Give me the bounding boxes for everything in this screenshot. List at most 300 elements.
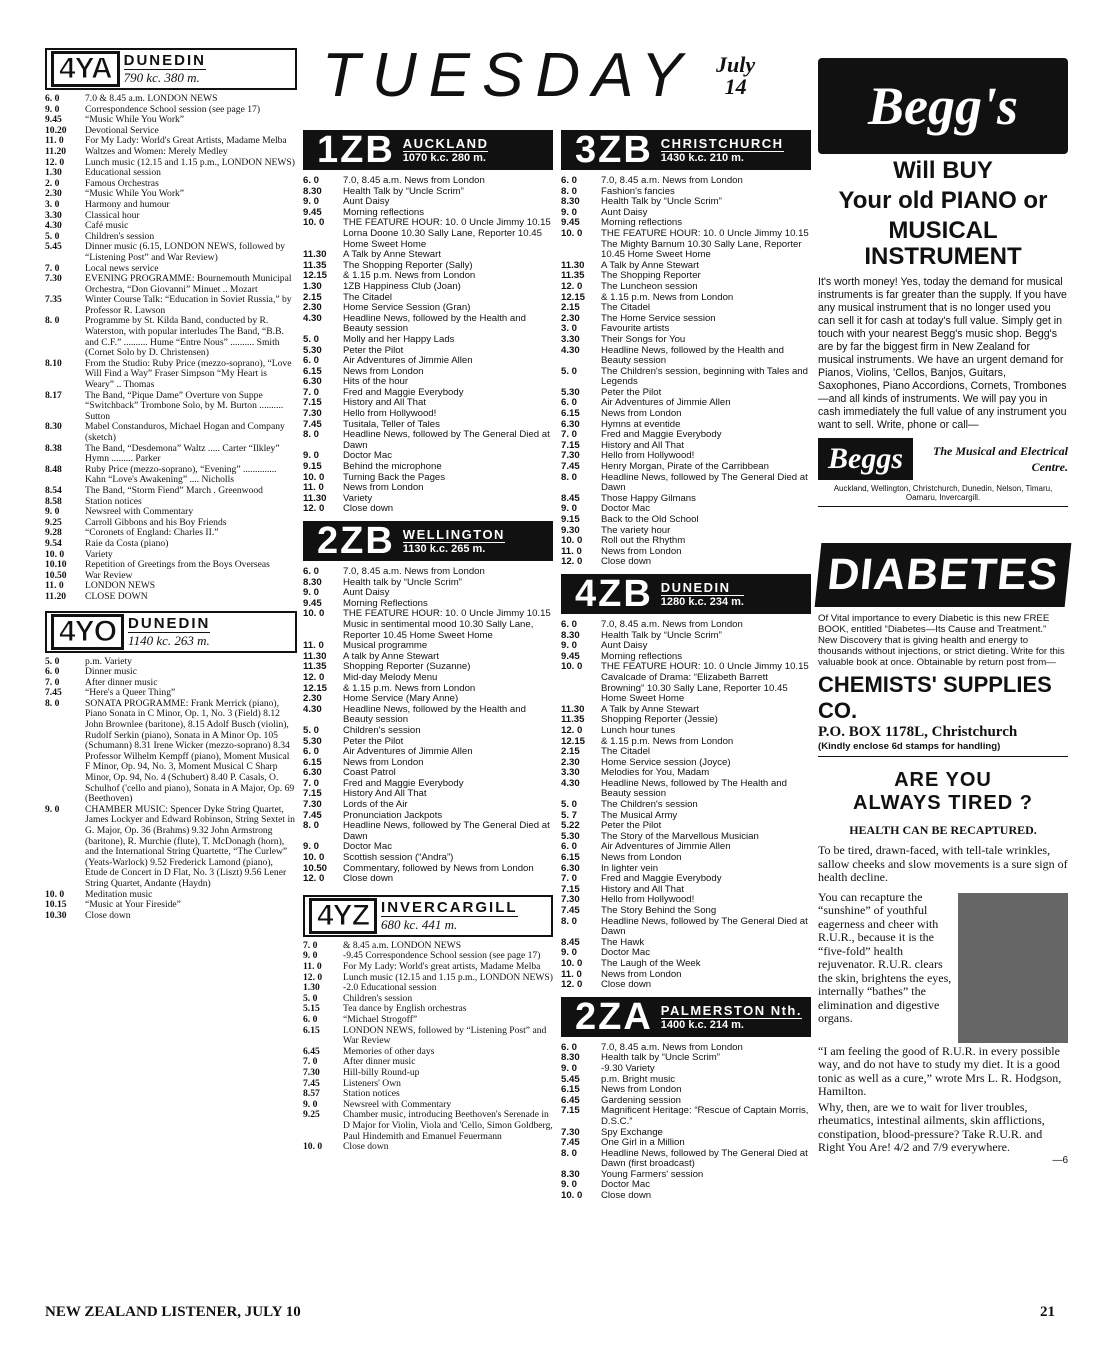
- entry-time: 10. 0: [303, 1141, 323, 1153]
- entry-title: Lunch music (12.15 and 1.15 p.m., LONDON NEWS): [343, 971, 553, 983]
- entry-time: 9. 0: [303, 587, 320, 599]
- schedule-entry: [303, 588, 553, 599]
- entry-title: Coast Patrol: [343, 767, 396, 779]
- entry-title: The variety hour: [601, 524, 671, 536]
- entry-time: 3. 0: [45, 198, 60, 210]
- schedule-entry: [45, 158, 297, 169]
- schedule-entry: [561, 779, 811, 800]
- entry-time: 12.15: [561, 291, 586, 303]
- schedule-entry: [561, 229, 811, 261]
- entry-title: Aunt Daisy: [601, 640, 648, 652]
- schedule-entry: [561, 197, 811, 208]
- woman-photo: [958, 893, 1068, 1043]
- entry-time: 9. 0: [561, 206, 578, 218]
- entry-time: 11. 0: [561, 545, 582, 557]
- entry-time: 7.15: [303, 788, 322, 800]
- schedule-entry: [45, 465, 297, 486]
- entry-time: 5.15: [303, 1003, 320, 1015]
- entry-time: 9.45: [303, 206, 322, 218]
- entry-title: History and All That: [601, 883, 685, 895]
- schedule-entry: [303, 1110, 553, 1142]
- entry-title: Health talk by “Uncle Scrim”: [601, 1052, 720, 1064]
- entry-title: War Review: [85, 569, 133, 581]
- entry-title: Dinner music: [85, 666, 137, 678]
- entry-time: 7.45: [303, 1077, 320, 1089]
- entry-title: Shopping Reporter (Suzanne): [343, 661, 471, 673]
- entry-title: Listeners' Own: [343, 1077, 401, 1089]
- entry-title: p.m. Bright music: [601, 1073, 676, 1085]
- entry-time: 4.30: [561, 344, 580, 356]
- entry-time: 8. 0: [561, 1147, 578, 1159]
- entry-title: Classical hour: [85, 209, 140, 221]
- entry-title: Health Talk by “Uncle Scrim”: [601, 196, 722, 208]
- entry-time: 7.45: [303, 418, 322, 430]
- entry-time: 10. 0: [561, 661, 583, 673]
- station-city: PALMERSTON Nth.: [660, 1002, 802, 1018]
- entry-time: 11. 0: [561, 968, 582, 980]
- entry-time: 11.30: [303, 492, 327, 504]
- chemists-supplies: CHEMISTS' SUPPLIES CO.: [818, 672, 1052, 723]
- entry-title: Headline News, followed by the Health and Beauty session: [601, 344, 784, 367]
- entry-time: 4.30: [561, 777, 580, 789]
- station-banner-3zb: [561, 130, 811, 170]
- entry-time: 10. 0: [303, 217, 325, 229]
- entry-time: 12. 0: [561, 724, 583, 736]
- entry-time: 11.20: [45, 145, 67, 157]
- entry-time: 5. 0: [45, 655, 60, 667]
- entry-time: 5.30: [303, 735, 322, 747]
- entry-time: 5.22: [561, 820, 580, 832]
- entry-title: -9.45 Correspondence School session (see page 17): [343, 950, 541, 962]
- entry-title: A Talk by Anne Stewart: [601, 259, 699, 271]
- entry-title: Pronunciation Jackpots: [343, 809, 443, 821]
- entry-title: Doctor Mac: [601, 947, 651, 959]
- station-freq: 1140 kc. 263 m.: [128, 632, 210, 648]
- entry-time: 11. 0: [45, 135, 64, 147]
- schedule-entry: [561, 526, 811, 537]
- entry-time: 9. 0: [303, 841, 320, 853]
- entry-time: 6.30: [303, 376, 322, 388]
- rur-p2: You can recapture the “sunshine” of youthful eagerness and cheer with R.U.R., because it is the “five-fold” health rejuvenator. R.U.R. clears the skin, brightens the eyes, internally “bathes” the elimination and digestive organs.: [818, 889, 952, 1025]
- entry-time: 9. 0: [303, 950, 318, 962]
- entry-title: Peter the Pilot: [343, 735, 404, 747]
- schedule-entry: [561, 409, 811, 420]
- entry-time: 10. 0: [561, 227, 583, 239]
- schedule-entry: [561, 346, 811, 367]
- station-city: DUNEDIN: [661, 580, 744, 596]
- entry-title: A Talk by Anne Stewart: [601, 703, 699, 715]
- entry-title: Educational session: [85, 167, 161, 179]
- schedule-entry: [45, 571, 297, 582]
- schedule-entry: [303, 758, 553, 769]
- entry-time: 2. 0: [45, 177, 60, 189]
- entry-time: 5. 7: [561, 809, 578, 821]
- entry-time: 1.30: [303, 982, 320, 994]
- entry-time: 8.54: [45, 484, 62, 496]
- entry-time: 7. 0: [561, 429, 578, 441]
- divider: [818, 756, 1068, 757]
- entry-title: Health Talk by “Uncle Scrim”: [601, 629, 722, 641]
- entry-title: Children's session: [85, 230, 155, 242]
- entry-time: 7.30: [561, 894, 580, 906]
- entry-title: EVENING PROGRAMME: Bournemouth Municipal Orchestra, “Don Giovanni” Minuet .. Mozart: [85, 273, 292, 295]
- entry-time: 8.45: [561, 936, 580, 948]
- entry-time: 6.15: [561, 1084, 580, 1096]
- entry-time: 7.30: [303, 799, 322, 811]
- date-number: 14: [724, 74, 747, 99]
- entry-title: Memories of other days: [343, 1045, 435, 1057]
- schedule-entry: [561, 1085, 811, 1096]
- entry-title: Commentary, followed by News from London: [343, 862, 534, 874]
- entry-time: 11.35: [561, 714, 585, 726]
- entry-time: 7.30: [561, 450, 580, 462]
- beggs-will-buy: Will BUY: [893, 157, 993, 184]
- schedule-1zb: [303, 176, 553, 515]
- station-city: DUNEDIN: [123, 52, 206, 69]
- entry-title: Programme by St. Kilda Band, conducted by R. Waterston, with popular interludes The Band, “B.B. and C.F.” .......... Hume “Entre Nous” .......... Smith (Cornet Solo by D. Christensen): [85, 315, 284, 359]
- entry-time: 12. 0: [303, 971, 323, 983]
- entry-title: Their Songs for You: [601, 333, 686, 345]
- schedule-entry: [561, 662, 811, 704]
- entry-time: 9. 0: [561, 947, 578, 959]
- entry-time: 11.30: [303, 249, 327, 261]
- entry-time: 2.30: [561, 312, 580, 324]
- entry-time: 5.30: [303, 344, 322, 356]
- entry-time: 8.30: [303, 576, 322, 588]
- entry-title: Café music: [85, 220, 129, 232]
- entry-title: News from London: [343, 756, 424, 768]
- entry-title: Newsreel with Commentary: [343, 1098, 452, 1110]
- entry-title: Lunch music (12.15 and 1.15 p.m., LONDON NEWS): [85, 156, 295, 168]
- schedule-entry: [303, 356, 553, 367]
- entry-title: Close down: [601, 556, 652, 568]
- entry-time: 5. 0: [303, 992, 318, 1004]
- entry-title: The Shopping Reporter (Sally): [343, 259, 473, 271]
- entry-title: Headline News, followed by The General Died at Dawn: [343, 429, 550, 451]
- entry-time: 6. 0: [45, 666, 60, 678]
- schedule-entry: [303, 779, 553, 790]
- column-1zb: [303, 124, 553, 1153]
- entry-title: Station notices: [343, 1088, 400, 1100]
- entry-title: Molly and her Happy Lads: [343, 333, 455, 345]
- entry-title: Air Adventures of Jimmie Allen: [343, 746, 473, 758]
- schedule-entry: [561, 641, 811, 652]
- entry-title: Fashion's fancies: [601, 185, 675, 197]
- entry-time: 12.15: [303, 682, 328, 694]
- entry-time: 9.15: [561, 514, 580, 525]
- schedule-entry: [303, 1004, 553, 1015]
- entry-time: 4.30: [45, 220, 62, 232]
- entry-time: 11.30: [303, 650, 327, 662]
- entry-time: 7. 0: [303, 939, 318, 951]
- entry-time: 12. 0: [561, 556, 583, 568]
- entry-title: Carroll Gibbons and his Boy Friends: [85, 516, 227, 528]
- entry-time: 8. 0: [561, 185, 578, 197]
- entry-time: 1.30: [45, 167, 62, 179]
- entry-title: Headline News, followed by the Health and Beauty session: [343, 703, 526, 726]
- entry-title: News from London: [343, 365, 424, 377]
- schedule-entry: [561, 726, 811, 737]
- entry-time: 9. 0: [303, 450, 320, 462]
- po-box: P.O. BOX 1178L, Christchurch: [818, 724, 1018, 740]
- rur-p1: To be tired, drawn-faced, with tell-tale wrinkles, sallow cheeks and slow movements is a sure sign of health decline.: [818, 843, 1068, 884]
- beggs-tagline: The Musical and Electrical Centre.: [933, 444, 1068, 474]
- entry-title: CHAMBER MUSIC: Spencer Dyke String Quartet, James Lockyer and Edward Robinson, String Sextet in G. Major, Op. 36 (Brahms) 9.32 John Armstrong (baritone), R. Murchie (flute), T. McDonagh (horn), and the International String Quartette, “The Curlew” (Yeats-Warlock) 9.52 Frederick Lamond (piano), Etude de Concert in D Flat, No. 3 (Liszt) 9.56 Lener String Quartet, Andante (Haydn): [85, 803, 295, 889]
- schedule-entry: [561, 1106, 811, 1127]
- entry-title: After dinner music: [85, 676, 158, 688]
- schedule-entry: [45, 295, 297, 316]
- entry-time: 7. 0: [303, 1056, 318, 1068]
- entry-time: 12. 0: [303, 671, 325, 683]
- entry-title: Dinner music (6.15, LONDON NEWS, followed by “Listening Post” and War Review): [85, 241, 286, 263]
- schedule-entry: [561, 1180, 811, 1191]
- entry-time: 9.25: [303, 1109, 320, 1121]
- entry-title: Harmony and humour: [85, 198, 170, 210]
- station-logo: 4YA: [51, 51, 120, 87]
- schedule-entry: [45, 359, 297, 391]
- entry-time: 1.30: [303, 280, 322, 292]
- entry-time: 7. 0: [561, 873, 578, 885]
- schedule-entry: [45, 94, 297, 105]
- entry-time: 10. 0: [45, 888, 65, 900]
- schedule-entry: [45, 560, 297, 571]
- entry-title: For My Lady: World's great artists, Madame Melba: [343, 961, 541, 972]
- page-number: 21: [1040, 1304, 1055, 1320]
- entry-title: Children's session: [343, 724, 421, 736]
- schedule-entry: [303, 874, 553, 885]
- entry-time: 5.45: [45, 241, 62, 253]
- schedule-entry: [561, 980, 811, 991]
- entry-time: 5. 0: [45, 230, 60, 242]
- entry-title: Aunt Daisy: [343, 587, 390, 599]
- beggs-addresses: Auckland, Wellington, Christchurch, Dunedin, Nelson, Timaru, Oamaru, Invercargill.: [833, 484, 1053, 502]
- entry-time: 9. 0: [561, 1179, 578, 1191]
- entry-title: Morning reflections: [601, 650, 683, 662]
- entry-title: Close down: [601, 1190, 652, 1202]
- footer-left: NEW ZEALAND LISTENER, JULY 10: [45, 1304, 301, 1320]
- entry-time: 11.30: [561, 703, 585, 715]
- entry-title: Turning Back the Pages: [343, 471, 446, 483]
- schedule-entry: [303, 187, 553, 198]
- entry-time: 11. 0: [303, 961, 322, 972]
- entry-time: 12. 0: [303, 503, 325, 515]
- schedule-entry: [303, 789, 553, 800]
- month-text: July: [716, 52, 756, 77]
- schedule-entry: [561, 1053, 811, 1064]
- entry-time: 6.45: [303, 1045, 320, 1057]
- stamp-note: (Kindly enclose 6d stamps for handling): [818, 741, 1001, 752]
- entry-title: Doctor Mac: [343, 841, 393, 853]
- entry-time: 5.30: [561, 830, 580, 842]
- schedule-entry: [303, 1015, 553, 1026]
- entry-time: 10. 0: [45, 548, 65, 560]
- entry-time: 9.25: [45, 516, 62, 528]
- entry-title: Morning Reflections: [343, 597, 428, 609]
- rur-head1: ARE YOU: [894, 769, 992, 791]
- entry-title: LONDON NEWS, followed by “Listening Post” and War Review: [343, 1024, 547, 1047]
- entry-title: THE FEATURE HOUR: 10. 0 Uncle Jimmy 10.15 The Mighty Barnum 10.30 Sally Lane, Reporter 10.45 Home Sweet Home: [601, 227, 809, 261]
- schedule-entry: [561, 430, 811, 441]
- entry-title: From the Studio: Ruby Price (mezzo-soprano), “Love Will Find a Way” Fraser Simpson “My Heart is Weary” .. Thomas: [85, 357, 292, 391]
- entry-title: THE FEATURE HOUR: 10. 0 Uncle Jimmy 10.15 Lorna Doone 10.30 Sally Lane, Reporter 10.45 Home Sweet Home: [343, 217, 551, 250]
- entry-title: Hits of the hour: [343, 376, 409, 388]
- diabetes-body: Of Vital importance to every Diabetic is this new FREE BOOK, entitled “Diabetes—Its Cause and Treatment.” New Discovery that is giving health and energy to thousands without injections, or strict dieting. Write for this valuable book at once. Obtainable by return post from—: [818, 613, 1065, 668]
- schedule-entry: [45, 539, 297, 550]
- station-logo: 2ZA: [575, 995, 653, 1038]
- entry-time: 11.20: [45, 590, 67, 602]
- diabetes-heading: DIABETES: [815, 543, 1072, 607]
- entry-title: Close down: [601, 979, 652, 991]
- entry-title: & 8.45 a.m. LONDON NEWS: [343, 939, 462, 951]
- station-banner-4zb: [561, 574, 811, 614]
- schedule-4yz: [303, 941, 553, 1153]
- entry-time: 7.45: [561, 1137, 580, 1149]
- entry-time: 4.30: [303, 703, 322, 715]
- entry-title: Henry Morgan, Pirate of the Carribbean: [601, 461, 769, 473]
- entry-title: Variety: [343, 492, 373, 504]
- entry-title: Health talk by “Uncle Scrim”: [343, 576, 462, 588]
- entry-time: 12. 0: [45, 156, 65, 168]
- entry-title: 1ZB Happiness Club (Joan): [343, 280, 461, 292]
- schedule-entry: [561, 811, 811, 822]
- entry-time: 7.15: [561, 883, 580, 895]
- entry-title: 7.0, 8.45 a.m. News from London: [601, 1041, 743, 1053]
- entry-time: 5.45: [561, 1073, 580, 1085]
- entry-title: News from London: [601, 408, 682, 420]
- entry-title: 7.0 & 8.45 a.m. LONDON NEWS: [85, 93, 218, 104]
- station-logo: 4YZ: [309, 898, 377, 934]
- entry-time: 6. 0: [303, 1013, 318, 1025]
- entry-title: Gardening session: [601, 1094, 681, 1106]
- schedule-entry: [303, 314, 553, 335]
- entry-title: The Shopping Reporter: [601, 270, 701, 282]
- entry-title: Close down: [85, 909, 131, 921]
- schedule-entry: [303, 1079, 553, 1090]
- entry-time: 10. 0: [561, 1190, 583, 1202]
- station-header-4yz: [303, 895, 553, 937]
- schedule-entry: [303, 1047, 553, 1058]
- schedule-entry: [561, 874, 811, 885]
- schedule-4ya: [45, 94, 297, 603]
- entry-time: 8. 0: [45, 315, 60, 327]
- schedule-entry: [303, 1026, 553, 1047]
- entry-time: 8.48: [45, 463, 62, 475]
- schedule-entry: [45, 168, 297, 179]
- entry-title: CLOSE DOWN: [85, 590, 148, 602]
- entry-title: Air Adventures of Jimmie Allen: [601, 397, 731, 409]
- station-city: INVERCARGILL: [381, 898, 518, 916]
- entry-time: 8.10: [45, 357, 62, 369]
- entry-title: The Band, “Desdemona” Waltz ..... Carter “Ilkley” Hymn ......... Parker: [85, 442, 280, 465]
- schedule-entry: [45, 592, 297, 603]
- entry-title: In lighter vein: [601, 862, 659, 874]
- entry-time: 11.35: [303, 259, 327, 271]
- column-3zb: [561, 124, 811, 1202]
- entry-title: Peter the Pilot: [343, 344, 404, 356]
- entry-time: 3.30: [45, 209, 62, 221]
- entry-title: Repetition of Greetings from the Boys Overseas: [85, 559, 270, 571]
- schedule-entry: [561, 335, 811, 346]
- schedule-entry: [45, 200, 297, 211]
- entry-title: Tea dance by English orchestras: [343, 1003, 467, 1015]
- schedule-entry: [303, 821, 553, 842]
- station-logo: 1ZB: [317, 129, 395, 171]
- entry-title: & 1.15 p.m. News from London: [601, 291, 734, 303]
- schedule-entry: [303, 962, 553, 973]
- entry-time: 6.30: [303, 767, 322, 779]
- schedule-entry: [303, 430, 553, 451]
- entry-title: Young Farmers' session: [601, 1168, 704, 1180]
- entry-time: 8.30: [561, 1168, 580, 1180]
- entry-title: Fred and Maggie Everybody: [343, 777, 464, 789]
- schedule-entry: [561, 367, 811, 388]
- entry-time: 10.30: [45, 909, 67, 921]
- entry-title: “Michael Strogoff”: [343, 1013, 418, 1025]
- schedule-entry: [303, 705, 553, 726]
- entry-time: 6.30: [561, 862, 580, 874]
- entry-time: 8. 0: [561, 915, 578, 927]
- schedule-entry: [303, 282, 553, 293]
- entry-time: 8.17: [45, 389, 62, 401]
- schedule-entry: [561, 536, 811, 547]
- rur-p4: Why, then, are we to wait for liver troubles, rheumatics, intestinal ailments, skin afflictions, constipation, blood-pressure? Take R.U.R. and Right You Are! 4/2 and 7/9 everywhere.: [818, 1099, 1045, 1154]
- entry-title: News from London: [601, 1084, 682, 1096]
- entry-title: Hill-billy Round-up: [343, 1066, 420, 1078]
- entry-title: News from London: [343, 482, 424, 494]
- schedule-entry: [303, 197, 553, 208]
- schedule-entry: [303, 747, 553, 758]
- entry-time: 6. 0: [45, 93, 60, 104]
- schedule-entry: [303, 473, 553, 484]
- entry-title: “Music at Your Fireside”: [85, 899, 181, 911]
- entry-title: Behind the microphone: [343, 461, 442, 473]
- entry-title: Headline News, followed by The General Died at Dawn: [601, 471, 808, 494]
- entry-time: 3.30: [561, 333, 580, 345]
- entry-time: 9.45: [561, 650, 580, 662]
- entry-time: 10.20: [45, 124, 67, 136]
- entry-title: Ruby Price (mezzo-soprano), “Evening” .............. Kahn “Love's Awakening” .... Nicholls: [85, 463, 277, 486]
- schedule-entry: [303, 726, 553, 737]
- entry-title: Headline News, followed by The General Died at Dawn: [343, 820, 550, 842]
- entry-title: For My Lady: World's Great Artists, Madame Melba: [85, 135, 287, 147]
- entry-time: 3.30: [561, 767, 580, 779]
- entry-title: Headline News, followed by The General Died at Dawn (first broadcast): [601, 1147, 808, 1170]
- entry-time: 6.15: [303, 365, 322, 377]
- schedule-2zb: [303, 567, 553, 885]
- schedule-entry: [303, 335, 553, 346]
- schedule-entry: [561, 737, 811, 748]
- schedule-entry: [303, 367, 553, 378]
- entry-title: Peter the Pilot: [601, 820, 662, 832]
- entry-title: Hello from Hollywood!: [601, 450, 695, 462]
- entry-time: 6. 0: [303, 566, 320, 577]
- station-header-4ya: [45, 48, 297, 90]
- entry-title: News from London: [601, 852, 682, 864]
- schedule-entry: [303, 609, 553, 641]
- schedule-entry: [561, 515, 811, 526]
- schedule-entry: [561, 208, 811, 219]
- entry-time: 7.45: [561, 461, 580, 473]
- entry-title: Melodies for You, Madam: [601, 767, 710, 779]
- schedule-entry: [45, 581, 297, 592]
- entry-time: 2.15: [303, 291, 322, 303]
- entry-title: Hello from Hollywood!: [601, 894, 695, 906]
- entry-title: Raie da Costa (piano): [85, 537, 169, 549]
- entry-title: Correspondence School session (see page 17): [85, 103, 261, 115]
- entry-title: Headline News, followed by the Health and Beauty session: [343, 312, 526, 335]
- entry-time: 11.35: [303, 661, 327, 673]
- entry-time: 6.15: [303, 756, 322, 768]
